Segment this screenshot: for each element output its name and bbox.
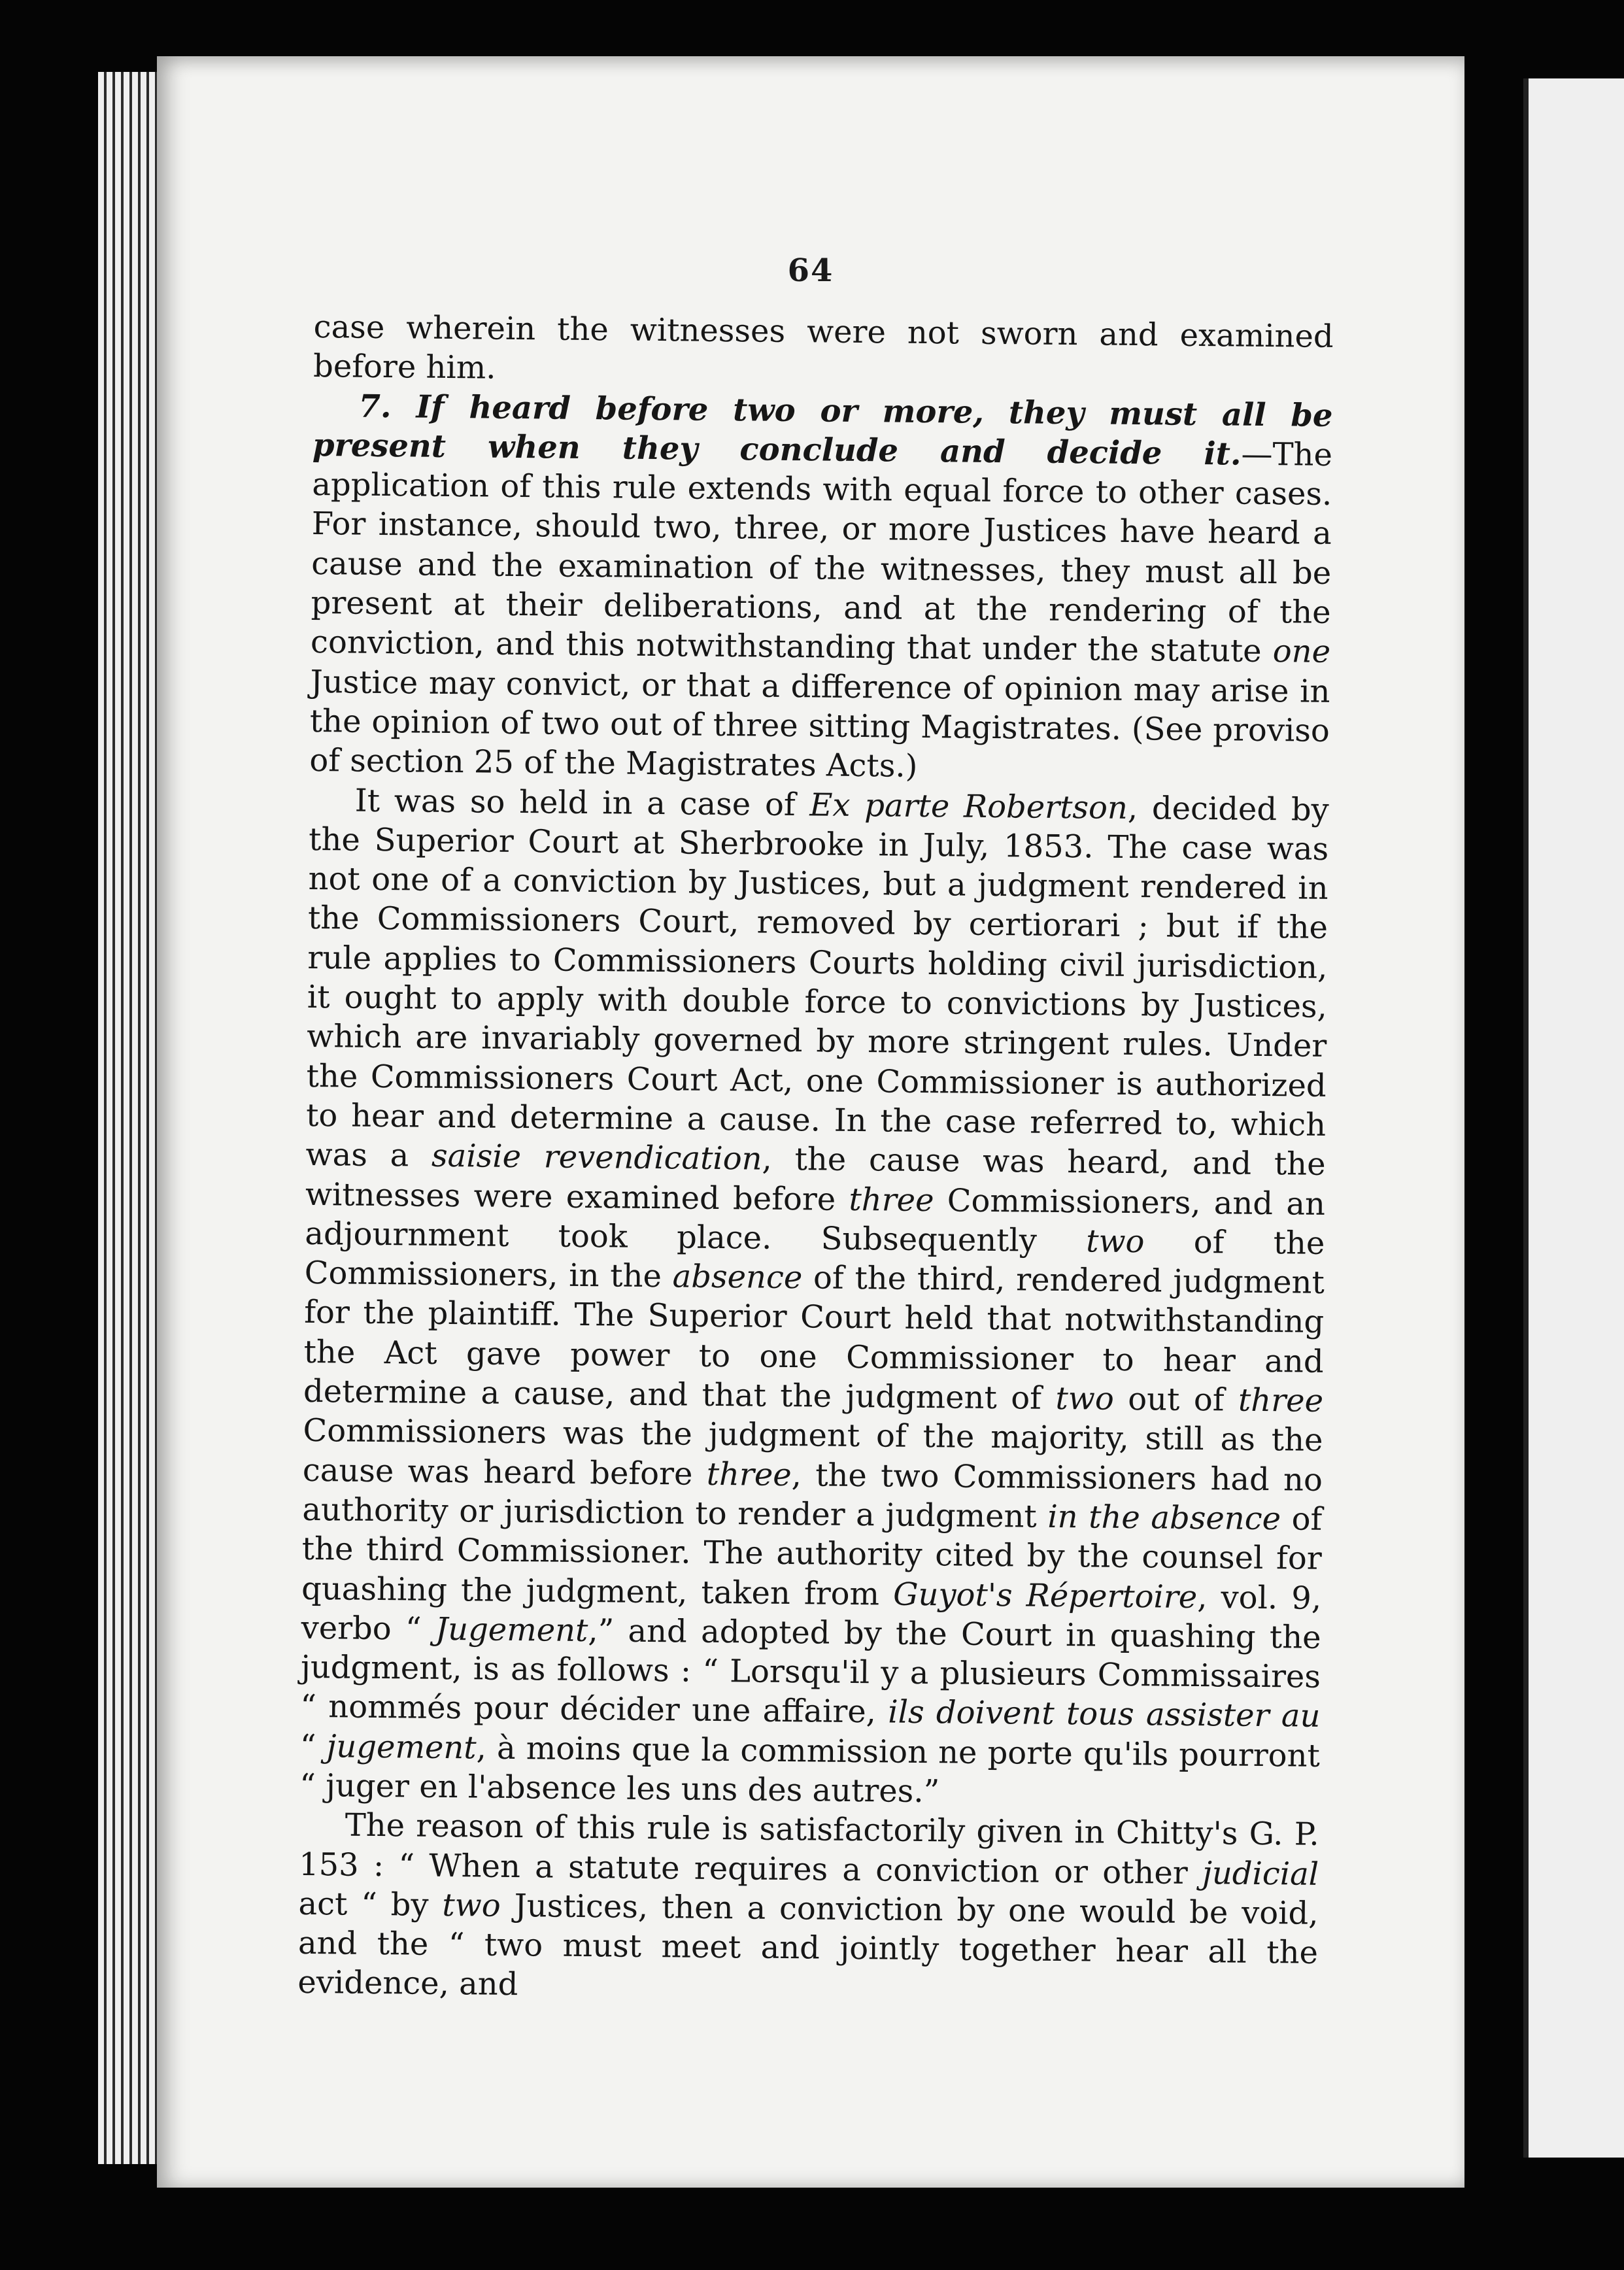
emphasis: three	[1238, 1381, 1324, 1419]
text-run: Commissioners, and an adjournment took place. Subsequently	[305, 1181, 1326, 1260]
emphasis: jugement	[326, 1727, 477, 1767]
paragraph-rule-7	[309, 386, 1333, 790]
emphasis: absence	[672, 1258, 803, 1296]
emphasis: ils doivent tous assister au	[888, 1693, 1321, 1735]
case-name: Ex parte Robertson	[809, 786, 1128, 826]
emphasis: judicial	[1202, 1854, 1319, 1893]
emphasis: three	[706, 1455, 792, 1493]
right-page-sliver	[1523, 78, 1624, 2158]
text-run: It was so held in a case of	[354, 782, 810, 823]
emphasis: two	[442, 1886, 501, 1924]
emphasis: two	[1085, 1223, 1145, 1261]
text-block	[297, 307, 1334, 2003]
text-run: , à moins que la commission ne porte qu'ils pourront “ juger en l'absence les uns des autres.”	[299, 1729, 1321, 1810]
emphasis: three	[849, 1181, 934, 1219]
paragraph-chitty	[297, 1805, 1319, 2012]
rule-7-heading: 7. If heard before two or more, they must all be present when they conclude and decide it.	[312, 388, 1333, 473]
text-run: act “ by	[298, 1885, 443, 1923]
text-run: , the two Commissioners had no authority or jurisdiction to render a judgment	[302, 1456, 1323, 1535]
paragraph-robertson-case	[299, 781, 1329, 1816]
text-run: of the Commissioners, in the	[304, 1223, 1325, 1295]
text-run: of the third, rendered judgment for the plaintiff. The Superior Court held that notwithstanding the Act gave power to one Commissioner to hear and determine a cause, and that the judgment of	[303, 1259, 1325, 1417]
citation: Guyot's Répertoire	[892, 1576, 1198, 1616]
text-run: , decided by the Superior Court at Sherbrooke in July, 1853. The case was not one of a conviction by Justices, but a judgment rendered in the Commissioners Court, removed by certiorari ; but if the rule applies to Commissioners Courts holding civil jurisdiction, it ought to apply with double force to convictions by Justices, which are invariably governed by more stringent rules. Under the Commissioners Court Act, one Commissioner is authorized to hear and determine a cause. In the case referred to, which was a	[305, 789, 1329, 1175]
rule-7-body: —The application of this rule extends with equal force to other cases. For instance, should two, three, or more Justices have heard a cause and the examination of the witnesses, they must all be present at their deliberations, and at the rendering of the conviction, and this notwithstanding that under the statute	[310, 435, 1333, 670]
text-run: Commissioners was the judgment of the majority, still as the cause was heard before	[302, 1412, 1323, 1493]
page-number: 64	[787, 252, 834, 289]
text-run: ,” and adopted by the Court in quashing the judgment, is as follows : “ Lorsqu'il y a plusieurs Commissaires “ nommés pour décider une affaire,	[300, 1612, 1321, 1731]
emphasis: in the absence	[1047, 1498, 1281, 1538]
text-run: , the cause was heard, and the witnesses were examined before	[305, 1140, 1326, 1218]
text-run: The reason of this rule is satisfactorily given in Chitty's G. P. 153 : “ When a statute requires a conviction or other	[298, 1806, 1319, 1891]
text-run: out of	[1113, 1380, 1239, 1419]
text-run: , vol. 9, verbo “	[301, 1578, 1322, 1648]
text-run: of the third Commissioner. The authority cited by the counsel for quashing the judgment, taken from	[301, 1500, 1323, 1613]
rule-7-body: Justice may convict, or that a difference of opinion may arise in the opinion of two out of three sitting Magistrates. (See proviso of section 25 of the Magistrates Acts.)	[309, 663, 1330, 785]
emphasis: one	[1272, 633, 1331, 671]
text-run: “	[299, 1727, 327, 1765]
text-run: Justices, then a conviction by one would be void, and the “ two must meet and jointly together hear all the evidence, and	[297, 1887, 1319, 2003]
emphasis: two	[1055, 1380, 1115, 1417]
emphasis: saisie revendication	[431, 1138, 762, 1177]
paragraph-continuation: case wherein the witnesses were not sworn and examined before him.	[313, 308, 1334, 386]
emphasis: Jugement	[435, 1610, 588, 1649]
